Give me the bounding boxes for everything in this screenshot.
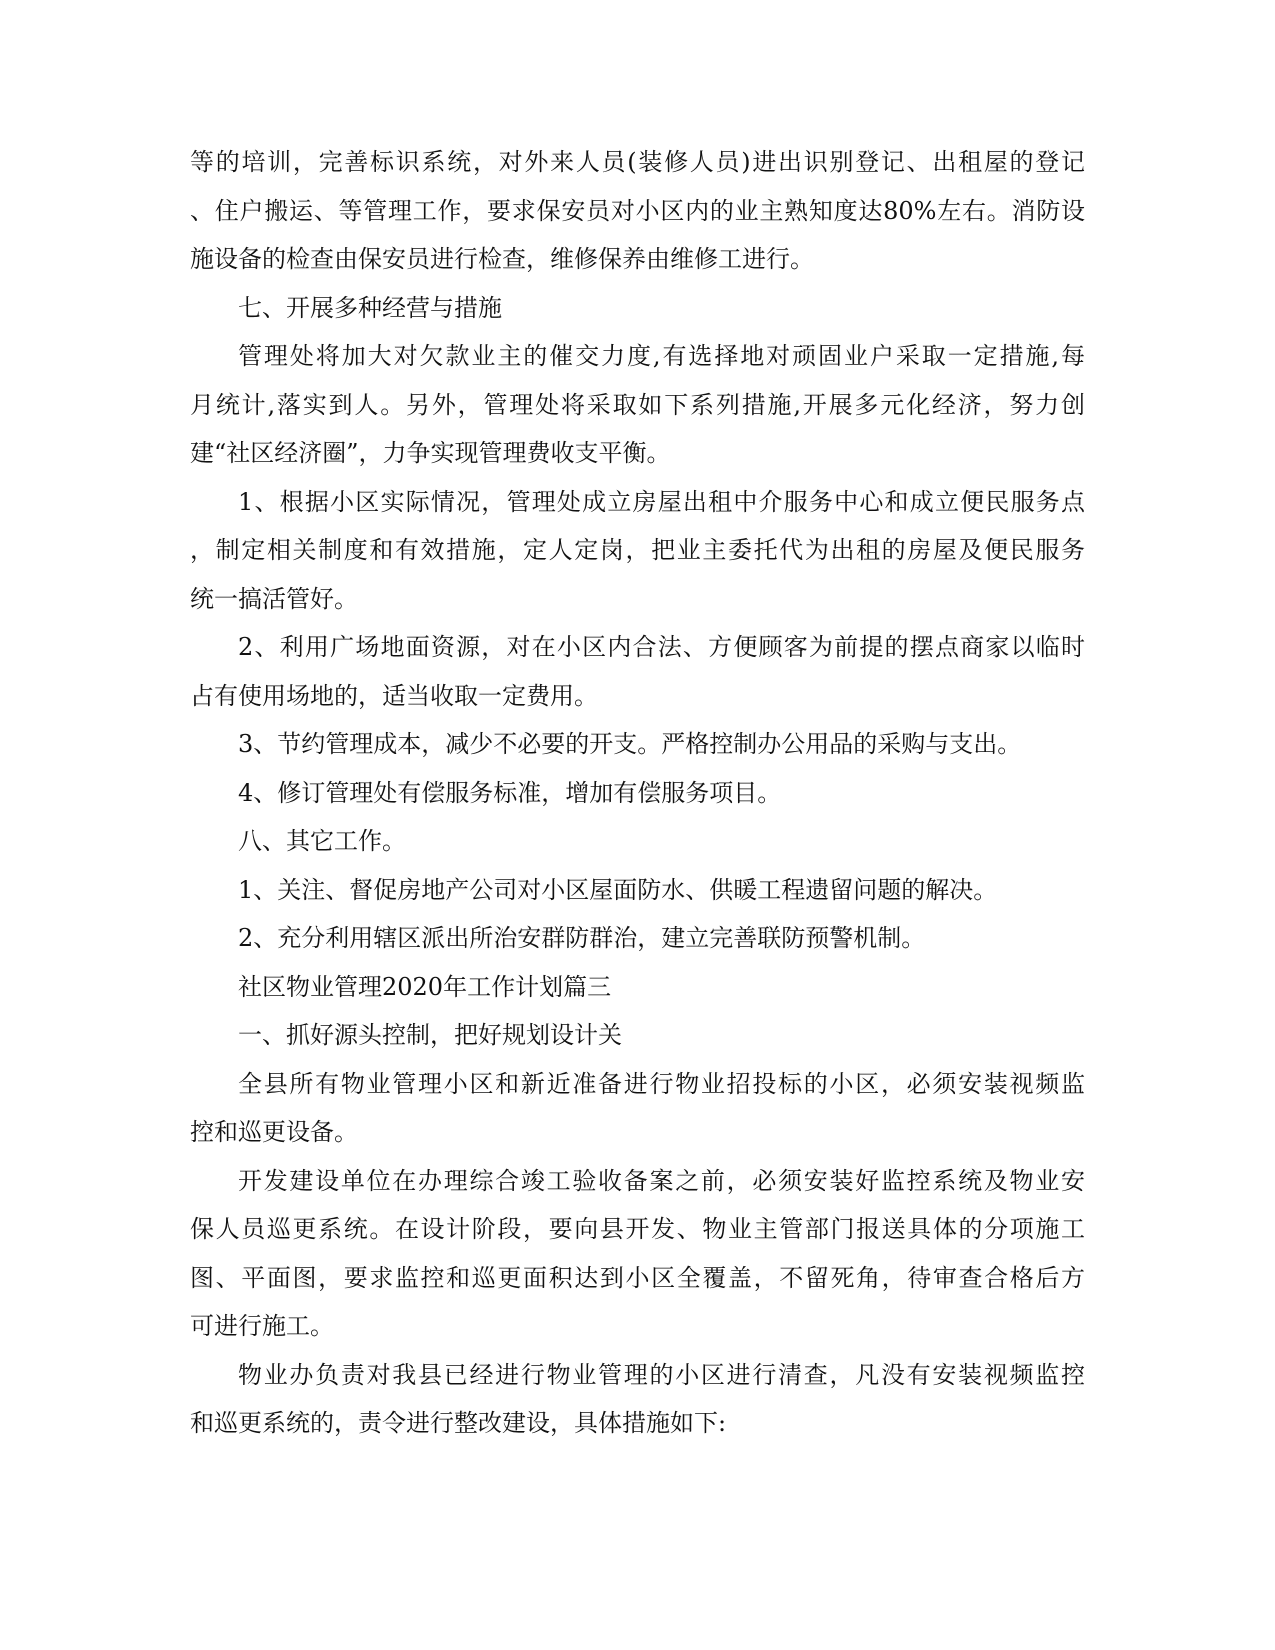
text-line: 一、抓好源头控制，把好规划设计关: [238, 1021, 622, 1049]
document-body: [190, 150, 1085, 1460]
text-line: 开发建设单位在办理综合竣工验收备案之前，必须安装好监控系统及物业安: [238, 1166, 1085, 1195]
text-line: 2、利用广场地面资源，对在小区内合法、方便顾客为前提的摆点商家以临时: [238, 633, 1085, 661]
paragraph: [190, 1023, 1085, 1047]
paragraph: [190, 732, 1085, 756]
text-line: 月统计,落实到人。另外，管理处将采取如下系列措施,开展多元化经济，努力创: [190, 390, 1085, 419]
paragraph: [190, 487, 1085, 613]
text-line: 社区物业管理2020年工作计划篇三: [238, 972, 612, 1001]
text-line: 等的培训，完善标识系统，对外来人员(装修人员)进出识别登记、出租屋的登记: [190, 148, 1085, 176]
text-line: 建“社区经济圈”，力争实现管理费收支平衡。: [190, 439, 671, 467]
paragraph: [190, 972, 1085, 1001]
text-line: 施设备的检查由保安员进行检查，维修保养由维修工进行。: [190, 245, 814, 273]
text-line: 3、节约管理成本，减少不必要的开支。严格控制办公用品的采购与支出。: [238, 730, 1022, 758]
text-line: 物业办负责对我县已经进行物业管理的小区进行清查，凡没有安装视频监控: [238, 1360, 1085, 1389]
paragraph: [190, 926, 1085, 950]
text-line: 占有使用场地的，适当收取一定费用。: [190, 681, 598, 710]
text-line: 保人员巡更系统。在设计阶段，要向县开发、物业主管部门报送具体的分项施工: [190, 1215, 1085, 1243]
paragraph: [190, 1360, 1085, 1437]
paragraph: [190, 1166, 1085, 1340]
text-line: 可进行施工。: [190, 1312, 334, 1340]
paragraph: [190, 829, 1085, 853]
text-line: 4、修订管理处有偿服务标准，增加有偿服务项目。: [238, 778, 782, 807]
paragraph: [190, 635, 1085, 708]
text-line: 、住户搬运、等管理工作，要求保安员对小区内的业主熟知度达80%左右。消防设: [190, 196, 1085, 225]
text-line: 图、平面图，要求监控和巡更面积达到小区全覆盖，不留死角，待审查合格后方: [190, 1263, 1085, 1292]
paragraph: [190, 150, 1085, 271]
paragraph: [190, 875, 1085, 904]
text-line: 七、开展多种经营与措施: [238, 293, 502, 322]
text-line: 1、关注、督促房地产公司对小区屋面防水、供暖工程遗留问题的解决。: [238, 875, 998, 904]
text-line: 2、充分利用辖区派出所治安群防群治，建立完善联防预警机制。: [238, 924, 926, 952]
text-line: 管理处将加大对欠款业主的催交力度,有选择地对顽固业户采取一定措施,每: [238, 342, 1085, 370]
text-line: 统一搞活管好。: [190, 584, 358, 613]
text-line: 八、其它工作。: [238, 827, 406, 855]
paragraph: [190, 778, 1085, 807]
paragraph: [190, 1069, 1085, 1146]
text-line: 和巡更系统的，责令进行整改建设，具体措施如下:: [190, 1409, 727, 1437]
text-line: ，制定相关制度和有效措施，定人定岗，把业主委托代为出租的房屋及便民服务: [190, 536, 1085, 564]
paragraph: [190, 293, 1085, 322]
text-line: 全县所有物业管理小区和新近准备进行物业招投标的小区，必须安装视频监: [238, 1069, 1085, 1098]
paragraph: [190, 344, 1085, 465]
text-line: 控和巡更设备。: [190, 1118, 358, 1146]
text-line: 1、根据小区实际情况，管理处成立房屋出租中介服务中心和成立便民服务点: [238, 487, 1085, 516]
